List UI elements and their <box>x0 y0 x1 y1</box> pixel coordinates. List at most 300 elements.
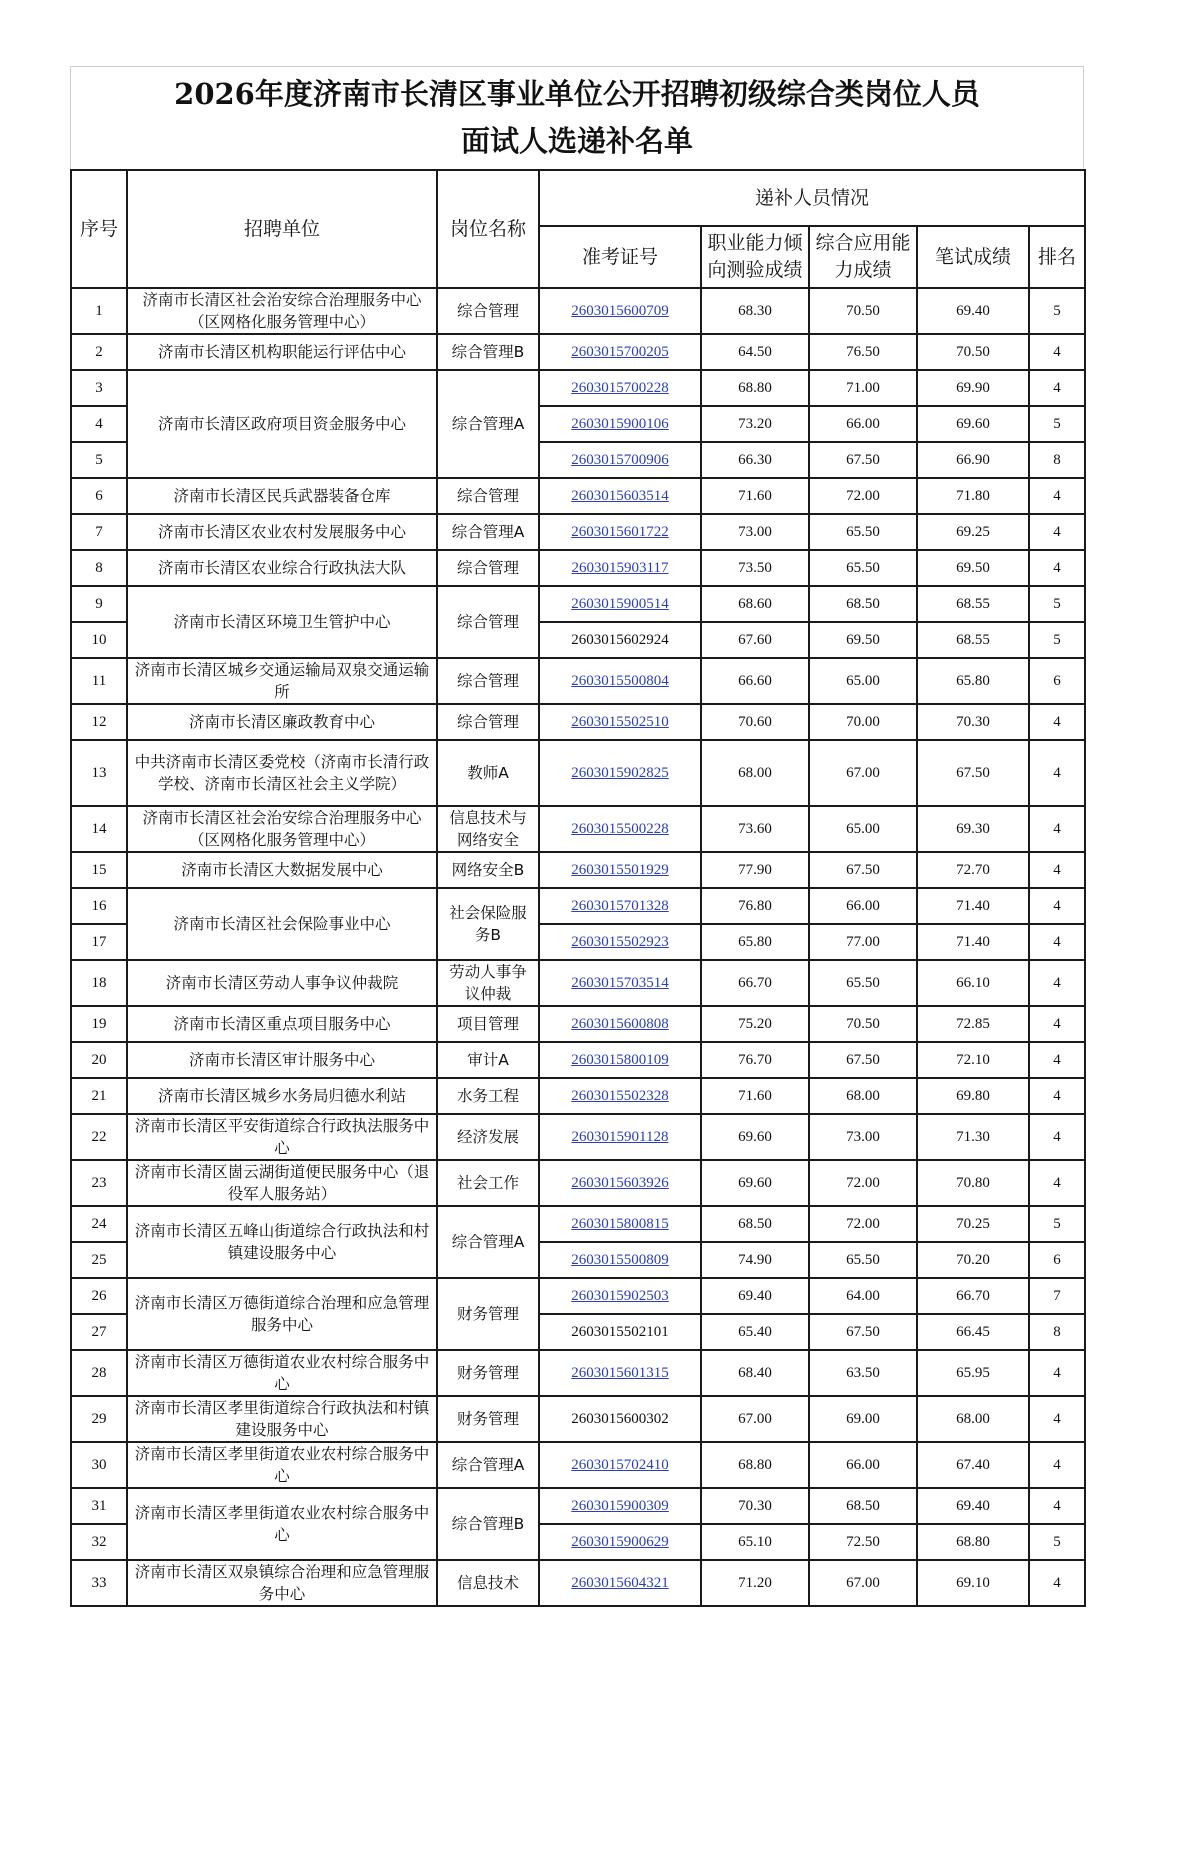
cell-seq-text: 32 <box>91 1533 107 1550</box>
cell-rank <box>1029 1524 1085 1560</box>
cell-post-text: 审计A <box>467 1051 509 1069</box>
cell-post-text: 综合管理B <box>451 1515 525 1533</box>
cell-seq-text: 31 <box>91 1497 107 1514</box>
cell-ability-text: 64.50 <box>738 343 772 360</box>
cell-ability <box>701 704 809 740</box>
cell-seq <box>71 586 127 622</box>
cell-rank <box>1029 478 1085 514</box>
cell-ability-text: 68.80 <box>738 1456 772 1473</box>
cell-comprehensive <box>809 1206 917 1242</box>
cell-seq-text: 19 <box>91 1015 107 1032</box>
cell-unit <box>127 1350 437 1396</box>
cell-unit-text: 济南市长清区机构职能运行评估中心 <box>157 343 406 361</box>
cell-ability <box>701 334 809 370</box>
cell-post-text: 综合管理 <box>456 713 519 731</box>
cell-written-text: 70.25 <box>956 1215 990 1232</box>
cell-comprehensive <box>809 478 917 514</box>
cell-exam-no[interactable] <box>539 1160 701 1206</box>
exam-no-link[interactable]: 2603015902825 <box>571 764 669 781</box>
cell-rank-text: 4 <box>1053 764 1061 781</box>
cell-seq-text: 17 <box>91 933 107 950</box>
cell-rank-text: 4 <box>1053 379 1061 396</box>
table-row <box>71 740 1085 806</box>
cell-written <box>917 658 1029 704</box>
cell-seq-text: 9 <box>95 595 103 612</box>
cell-post-text: 综合管理 <box>456 487 519 505</box>
exam-no-link[interactable]: 2603015604321 <box>571 1574 669 1591</box>
cell-comprehensive <box>809 740 917 806</box>
cell-rank <box>1029 1114 1085 1160</box>
cell-written <box>917 888 1029 924</box>
cell-written-text: 68.55 <box>956 631 990 648</box>
cell-exam-no[interactable] <box>539 288 701 334</box>
cell-ability-text: 68.80 <box>738 379 772 396</box>
cell-ability <box>701 1278 809 1314</box>
cell-unit-text: 济南市长清区民兵武器装备仓库 <box>173 487 391 505</box>
exam-no-link[interactable]: 2603015600808 <box>571 1015 669 1032</box>
cell-exam-no[interactable] <box>539 514 701 550</box>
table-row <box>71 888 1085 924</box>
header-post: 岗位名称 <box>437 170 539 288</box>
cell-post <box>437 658 539 704</box>
cell-written <box>917 1314 1029 1350</box>
cell-ability-text: 73.00 <box>738 523 772 540</box>
exam-no-link[interactable]: 2603015900629 <box>571 1533 669 1550</box>
cell-written <box>917 806 1029 852</box>
cell-unit-text: 中共济南市长清区委党校（济南市长清行政学校、济南市长清区社会主义学院） <box>134 753 430 793</box>
cell-written-text: 69.90 <box>956 379 990 396</box>
exam-no-link[interactable]: 2603015601722 <box>571 523 669 540</box>
cell-post <box>437 704 539 740</box>
cell-exam-no[interactable] <box>539 586 701 622</box>
cell-post <box>437 514 539 550</box>
exam-no-link[interactable]: 2603015600709 <box>571 302 669 319</box>
cell-seq <box>71 1524 127 1560</box>
exam-no-link[interactable]: 2603015901128 <box>571 1128 669 1145</box>
cell-ability-text: 65.80 <box>738 933 772 950</box>
cell-unit <box>127 1560 437 1606</box>
cell-post-text: 综合管理A <box>451 523 525 541</box>
cell-ability <box>701 806 809 852</box>
cell-seq <box>71 1242 127 1278</box>
cell-exam-no[interactable] <box>539 406 701 442</box>
cell-ability <box>701 406 809 442</box>
cell-unit-text: 济南市长清区大数据发展中心 <box>181 861 383 879</box>
cell-post-text: 财务管理 <box>456 1364 519 1382</box>
cell-seq <box>71 924 127 960</box>
cell-rank-text: 5 <box>1053 1215 1061 1232</box>
cell-comprehensive-text: 65.50 <box>846 974 880 991</box>
cell-unit <box>127 1114 437 1160</box>
cell-exam-no[interactable] <box>539 924 701 960</box>
exam-no-link[interactable]: 2603015700228 <box>571 379 669 396</box>
table-body <box>71 288 1085 1606</box>
cell-rank <box>1029 806 1085 852</box>
cell-exam-no[interactable] <box>539 334 701 370</box>
cell-rank-text: 4 <box>1053 933 1061 950</box>
cell-rank <box>1029 1006 1085 1042</box>
cell-unit <box>127 1442 437 1488</box>
cell-rank <box>1029 586 1085 622</box>
cell-exam-no[interactable] <box>539 852 701 888</box>
cell-post-text: 社会保险服务B <box>449 904 527 944</box>
cell-post <box>437 806 539 852</box>
cell-unit-text: 济南市长清区重点项目服务中心 <box>173 1015 391 1033</box>
cell-comprehensive-text: 67.50 <box>846 861 880 878</box>
cell-written-text: 68.80 <box>956 1533 990 1550</box>
cell-comprehensive <box>809 924 917 960</box>
cell-seq-text: 10 <box>91 631 107 648</box>
cell-ability-text: 65.40 <box>738 1323 772 1340</box>
cell-seq-text: 28 <box>91 1364 107 1381</box>
exam-no-link[interactable]: 2603015500804 <box>571 672 669 689</box>
cell-seq-text: 29 <box>91 1410 107 1427</box>
cell-unit-text: 济南市长清区廉政教育中心 <box>188 713 375 731</box>
cell-exam-no[interactable] <box>539 1560 701 1606</box>
cell-seq <box>71 704 127 740</box>
cell-comprehensive-text: 69.00 <box>846 1410 880 1427</box>
cell-ability-text: 73.60 <box>738 820 772 837</box>
cell-comprehensive <box>809 1488 917 1524</box>
cell-unit <box>127 1006 437 1042</box>
cell-exam-no[interactable] <box>539 1442 701 1488</box>
cell-post <box>437 1114 539 1160</box>
cell-unit <box>127 586 437 658</box>
cell-seq <box>71 550 127 586</box>
cell-unit <box>127 1206 437 1278</box>
cell-exam-no[interactable] <box>539 1524 701 1560</box>
table-row <box>71 1560 1085 1606</box>
exam-no-link[interactable]: 2603015703514 <box>571 974 669 991</box>
cell-comprehensive <box>809 888 917 924</box>
header-comprehensive: 综合应用能力成绩 <box>809 226 917 288</box>
cell-seq <box>71 1560 127 1606</box>
title-line-2: 面试人选递补名单 <box>460 124 693 158</box>
exam-no-link[interactable]: 2603015501929 <box>571 861 669 878</box>
cell-post-text: 网络安全B <box>451 861 525 879</box>
cell-rank-text: 5 <box>1053 1533 1061 1550</box>
cell-ability <box>701 1442 809 1488</box>
cell-written <box>917 288 1029 334</box>
cell-unit-text: 济南市长清区城乡交通运输局双泉交通运输所 <box>134 661 430 701</box>
cell-ability-text: 77.90 <box>738 861 772 878</box>
cell-unit-text: 济南市长清区劳动人事争议仲裁院 <box>165 974 399 992</box>
cell-rank-text: 4 <box>1053 523 1061 540</box>
cell-written-text: 67.50 <box>956 764 990 781</box>
cell-post <box>437 1160 539 1206</box>
cell-ability-text: 68.00 <box>738 764 772 781</box>
cell-ability-text: 71.20 <box>738 1574 772 1591</box>
cell-post-text: 信息技术 <box>456 1574 519 1592</box>
cell-post <box>437 586 539 658</box>
cell-exam-no-text: 2603015502101 <box>571 1323 669 1340</box>
cell-seq-text: 16 <box>91 897 107 914</box>
cell-unit <box>127 1278 437 1350</box>
cell-post <box>437 740 539 806</box>
cell-written <box>917 1006 1029 1042</box>
cell-rank-text: 4 <box>1053 897 1061 914</box>
exam-no-link[interactable]: 2603015500228 <box>571 820 669 837</box>
cell-rank <box>1029 288 1085 334</box>
exam-no-link[interactable]: 2603015903117 <box>571 559 669 576</box>
cell-seq <box>71 442 127 478</box>
cell-rank <box>1029 1242 1085 1278</box>
header-unit: 招聘单位 <box>127 170 437 288</box>
table-row <box>71 1042 1085 1078</box>
cell-unit-text: 济南市长清区城乡水务局归德水利站 <box>157 1087 406 1105</box>
cell-ability-text: 69.60 <box>738 1128 772 1145</box>
cell-seq <box>71 1314 127 1350</box>
exam-no-link[interactable]: 2603015601315 <box>571 1364 669 1381</box>
table-row <box>71 1488 1085 1524</box>
cell-comprehensive-text: 67.50 <box>846 1051 880 1068</box>
cell-exam-no[interactable] <box>539 740 701 806</box>
cell-written-text: 69.10 <box>956 1574 990 1591</box>
cell-rank-text: 4 <box>1053 713 1061 730</box>
exam-no-link[interactable]: 2603015502923 <box>571 933 669 950</box>
exam-no-link[interactable]: 2603015800815 <box>571 1215 669 1232</box>
cell-unit <box>127 1488 437 1560</box>
cell-rank-text: 4 <box>1053 487 1061 504</box>
cell-post-text: 综合管理A <box>451 1233 525 1251</box>
cell-rank-text: 5 <box>1053 415 1061 432</box>
cell-exam-no <box>539 622 701 658</box>
cell-exam-no[interactable] <box>539 658 701 704</box>
cell-comprehensive <box>809 852 917 888</box>
cell-exam-no[interactable] <box>539 1114 701 1160</box>
cell-written-text: 66.70 <box>956 1287 990 1304</box>
cell-comprehensive-text: 65.50 <box>846 559 880 576</box>
cell-post <box>437 852 539 888</box>
cell-ability <box>701 1314 809 1350</box>
header-group: 递补人员情况 <box>539 170 1085 226</box>
cell-rank-text: 7 <box>1053 1287 1061 1304</box>
exam-no-link[interactable]: 2603015900106 <box>571 415 669 432</box>
cell-post-text: 水务工程 <box>456 1087 519 1105</box>
exam-no-link[interactable]: 2603015702410 <box>571 1456 669 1473</box>
cell-rank <box>1029 658 1085 704</box>
cell-written-text: 72.10 <box>956 1051 990 1068</box>
cell-comprehensive-text: 72.50 <box>846 1533 880 1550</box>
cell-ability <box>701 1114 809 1160</box>
cell-unit <box>127 1042 437 1078</box>
cell-exam-no[interactable] <box>539 960 701 1006</box>
cell-comprehensive-text: 67.50 <box>846 1323 880 1340</box>
cell-comprehensive <box>809 334 917 370</box>
cell-ability <box>701 586 809 622</box>
cell-comprehensive <box>809 806 917 852</box>
cell-ability-text: 69.40 <box>738 1287 772 1304</box>
cell-comprehensive <box>809 442 917 478</box>
cell-written <box>917 1278 1029 1314</box>
cell-written-text: 71.30 <box>956 1128 990 1145</box>
cell-written <box>917 586 1029 622</box>
document-title <box>70 66 1084 169</box>
cell-seq-text: 7 <box>95 523 103 540</box>
cell-rank-text: 4 <box>1053 1497 1061 1514</box>
cell-ability-text: 68.40 <box>738 1364 772 1381</box>
cell-ability-text: 76.80 <box>738 897 772 914</box>
cell-post <box>437 334 539 370</box>
cell-unit-text: 济南市长清区农业农村发展服务中心 <box>157 523 406 541</box>
cell-comprehensive-text: 67.50 <box>846 451 880 468</box>
cell-seq <box>71 514 127 550</box>
cell-written <box>917 406 1029 442</box>
cell-comprehensive <box>809 406 917 442</box>
exam-no-link[interactable]: 2603015700906 <box>571 451 669 468</box>
cell-exam-no[interactable] <box>539 1350 701 1396</box>
cell-exam-no[interactable] <box>539 370 701 406</box>
cell-exam-no[interactable] <box>539 550 701 586</box>
cell-comprehensive-text: 71.00 <box>846 379 880 396</box>
table-row <box>71 1278 1085 1314</box>
cell-comprehensive <box>809 1560 917 1606</box>
cell-ability-text: 68.30 <box>738 302 772 319</box>
cell-ability <box>701 1006 809 1042</box>
cell-rank <box>1029 1560 1085 1606</box>
cell-rank <box>1029 514 1085 550</box>
cell-rank-text: 4 <box>1053 1128 1061 1145</box>
cell-seq-text: 8 <box>95 559 103 576</box>
cell-written-text: 65.80 <box>956 672 990 689</box>
cell-ability-text: 71.60 <box>738 487 772 504</box>
cell-comprehensive <box>809 658 917 704</box>
cell-rank-text: 4 <box>1053 343 1061 360</box>
cell-post <box>437 478 539 514</box>
cell-rank <box>1029 334 1085 370</box>
exam-no-link[interactable]: 2603015502510 <box>571 713 669 730</box>
cell-rank-text: 5 <box>1053 631 1061 648</box>
cell-ability <box>701 1524 809 1560</box>
cell-comprehensive-text: 65.50 <box>846 523 880 540</box>
cell-rank <box>1029 1442 1085 1488</box>
exam-no-link[interactable]: 2603015900514 <box>571 595 669 612</box>
cell-unit-text: 济南市长清区崮云湖街道便民服务中心（退役军人服务站） <box>134 1163 430 1203</box>
cell-rank-text: 8 <box>1053 451 1061 468</box>
cell-seq-text: 22 <box>91 1128 107 1145</box>
cell-written-text: 70.50 <box>956 343 990 360</box>
cell-ability <box>701 1042 809 1078</box>
cell-exam-no[interactable] <box>539 1488 701 1524</box>
cell-seq <box>71 478 127 514</box>
cell-seq-text: 30 <box>91 1456 107 1473</box>
cell-exam-no[interactable] <box>539 1206 701 1242</box>
table-row <box>71 960 1085 1006</box>
exam-no-link[interactable]: 2603015902503 <box>571 1287 669 1304</box>
cell-written <box>917 514 1029 550</box>
cell-exam-no[interactable] <box>539 1278 701 1314</box>
cell-post-text: 经济发展 <box>456 1128 519 1146</box>
cell-unit-text: 济南市长清区社会治安综合治理服务中心（区网格化服务管理中心） <box>142 291 422 331</box>
cell-ability-text: 70.60 <box>738 713 772 730</box>
cell-written <box>917 478 1029 514</box>
cell-exam-no[interactable] <box>539 1242 701 1278</box>
cell-post-text: 社会工作 <box>456 1174 519 1192</box>
cell-unit <box>127 370 437 478</box>
cell-seq <box>71 406 127 442</box>
cell-written <box>917 370 1029 406</box>
exam-no-link[interactable]: 2603015700205 <box>571 343 669 360</box>
header-seq: 序号 <box>71 170 127 288</box>
cell-rank-text: 4 <box>1053 1574 1061 1591</box>
cell-exam-no[interactable] <box>539 1006 701 1042</box>
cell-written-text: 66.10 <box>956 974 990 991</box>
cell-seq <box>71 1442 127 1488</box>
cell-comprehensive <box>809 1278 917 1314</box>
cell-written <box>917 1160 1029 1206</box>
cell-comprehensive <box>809 704 917 740</box>
exam-no-link[interactable]: 2603015500809 <box>571 1251 669 1268</box>
cell-written-text: 69.80 <box>956 1087 990 1104</box>
cell-written <box>917 550 1029 586</box>
cell-exam-no <box>539 1314 701 1350</box>
cell-written-text: 67.40 <box>956 1456 990 1473</box>
cell-comprehensive-text: 70.50 <box>846 302 880 319</box>
cell-seq <box>71 1206 127 1242</box>
cell-comprehensive-text: 65.50 <box>846 1251 880 1268</box>
cell-written <box>917 1042 1029 1078</box>
exam-no-link[interactable]: 2603015800109 <box>571 1051 669 1068</box>
exam-no-link[interactable]: 2603015900309 <box>571 1497 669 1514</box>
cell-written-text: 69.50 <box>956 559 990 576</box>
exam-no-link[interactable]: 2603015502328 <box>571 1087 669 1104</box>
cell-rank <box>1029 622 1085 658</box>
table-row <box>71 704 1085 740</box>
cell-rank <box>1029 1314 1085 1350</box>
cell-exam-no[interactable] <box>539 888 701 924</box>
cell-exam-no[interactable] <box>539 704 701 740</box>
cell-ability-text: 66.30 <box>738 451 772 468</box>
cell-post <box>437 1488 539 1560</box>
cell-seq-text: 33 <box>91 1574 107 1591</box>
cell-written-text: 70.30 <box>956 713 990 730</box>
cell-exam-no[interactable] <box>539 442 701 478</box>
cell-ability-text: 69.60 <box>738 1174 772 1191</box>
exam-no-link[interactable]: 2603015701328 <box>571 897 669 914</box>
cell-post-text: 综合管理 <box>456 672 519 690</box>
cell-exam-no[interactable] <box>539 1042 701 1078</box>
cell-unit-text: 济南市长清区孝里街道农业农村综合服务中心 <box>134 1445 430 1485</box>
cell-ability-text: 65.10 <box>738 1533 772 1550</box>
cell-rank <box>1029 1206 1085 1242</box>
cell-unit <box>127 1160 437 1206</box>
cell-ability <box>701 478 809 514</box>
table-row <box>71 1350 1085 1396</box>
cell-comprehensive-text: 70.00 <box>846 713 880 730</box>
cell-seq <box>71 960 127 1006</box>
cell-rank-text: 4 <box>1053 559 1061 576</box>
exam-no-link[interactable]: 2603015603926 <box>571 1174 669 1191</box>
cell-comprehensive-text: 68.00 <box>846 1087 880 1104</box>
cell-rank <box>1029 1160 1085 1206</box>
cell-seq-text: 24 <box>91 1215 107 1232</box>
exam-no-link[interactable]: 2603015603514 <box>571 487 669 504</box>
cell-seq-text: 15 <box>91 861 107 878</box>
cell-post-text: 综合管理 <box>456 302 519 320</box>
cell-ability <box>701 1488 809 1524</box>
cell-exam-no[interactable] <box>539 478 701 514</box>
cell-seq-text: 21 <box>91 1087 107 1104</box>
cell-comprehensive-text: 77.00 <box>846 933 880 950</box>
cell-exam-no[interactable] <box>539 1078 701 1114</box>
cell-rank-text: 8 <box>1053 1323 1061 1340</box>
cell-exam-no[interactable] <box>539 806 701 852</box>
table-row <box>71 1396 1085 1442</box>
cell-written <box>917 1560 1029 1606</box>
cell-seq-text: 26 <box>91 1287 107 1304</box>
cell-post-text: 项目管理 <box>456 1015 519 1033</box>
cell-unit-text: 济南市长清区双泉镇综合治理和应急管理服务中心 <box>134 1563 430 1603</box>
